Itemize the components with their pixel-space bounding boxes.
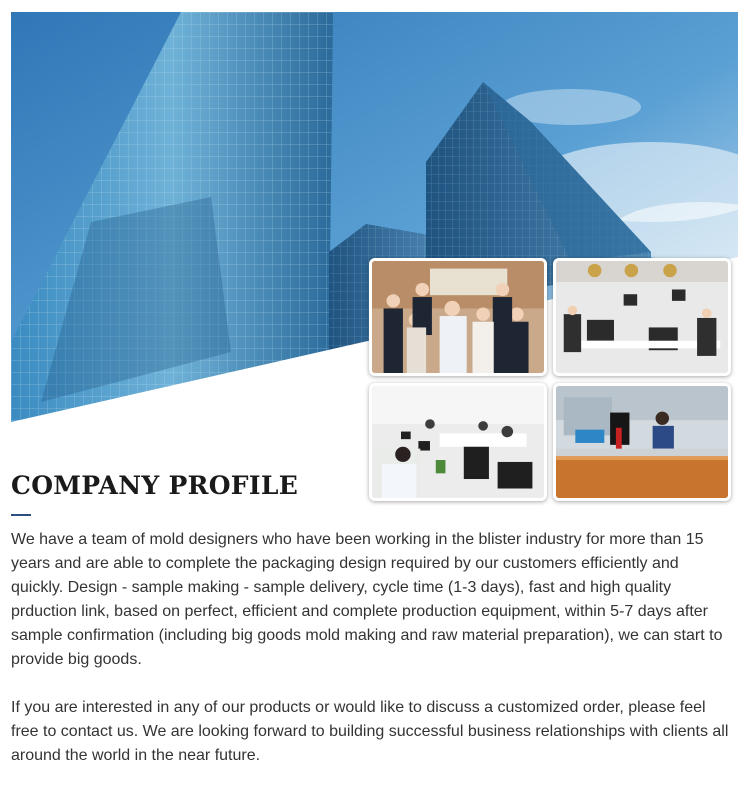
office-workers-photo [553,258,731,376]
profile-paragraph: We have a team of mold designers who have been working in the blister industry for more than 15 years and are able to complete the packaging design required by our customers efficiently and quickly. Design - sample making - sample delivery, cycle time (1-3 days), fast and high quality prduction link, based on perfect, efficient and complete production equipment, within 5-7 days after sample confirmation (including big goods mold making and raw material preparation), we can start to provide big goods. [11,531,723,668]
team-group-photo [369,258,547,376]
reception-desk-photo [553,383,731,501]
office-desks-photo [369,383,547,501]
contact-paragraph: If you are interested in any of our products or would like to discuss a customized order, please feel free to contact us. We are looking forward to building successful business relationships with clients all around the world in the near future. [11,699,729,764]
page-title: COMPANY PROFILE [11,471,299,500]
title-underline [11,514,31,516]
